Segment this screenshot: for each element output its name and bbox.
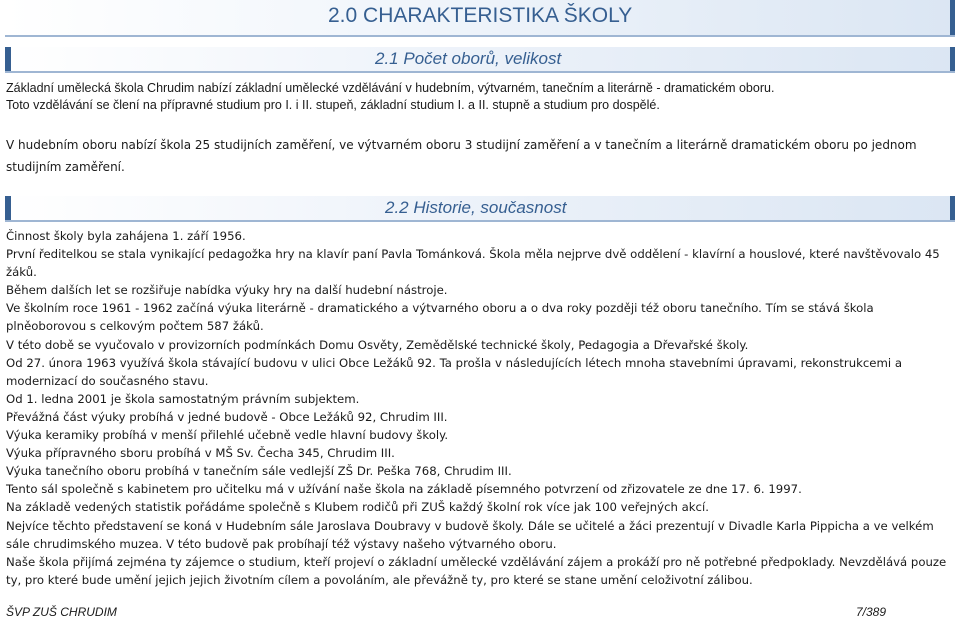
history-paragraph-2: První ředitelkou se stala vynikající pedagožka hry na klavír paní Pavla Tománková. Škola měla nejprve dvě oddělení - klavírní a houslové, které navštěvovalo 45 žáků. (6, 247, 940, 280)
section2-body (6, 227, 954, 589)
history-paragraph-6: Od 27. února 1963 využívá škola stávající budovu v ulici Obce Ležáků 92. Ta prošla v následujících létech mnoha stavebními úpravami, rekonstrukcemi a modernizací do současného stavu. (6, 355, 902, 388)
section2-accent-right (950, 196, 955, 220)
history-paragraph-11: Výuka tanečního oboru probíhá v tanečním sále vedlejší ZŠ Dr. Peška 768, Chrudim III. (6, 464, 512, 479)
footer-page-number: 7/389 (855, 605, 886, 619)
section1-title: 2.1 Počet oborů, velikost (375, 49, 562, 68)
page-title: 2.0 CHARAKTERISTIKA ŠKOLY (328, 4, 633, 27)
history-paragraph-5: V této době se vyučovalo v provizorních podmínkách Domu Osvěty, Zemědělské technické školy, Pedagogia a Dřevařské školy. (6, 337, 749, 352)
intro-line-1: Základní umělecká škola Chrudim nabízí základní umělecké vzdělávání v hudebním, výtvarném, tanečním a literárně - dramatickém oboru. (6, 81, 775, 95)
history-paragraph-13: Na základě vedených statistik pořádáme společně s Klubem rodičů při ZUŠ každý školní rok více jak 100 veřejných akcí. (6, 500, 709, 515)
heading1-accent (950, 0, 955, 35)
section1-accent-left (5, 47, 11, 71)
history-paragraph-3: Během dalších let se rozšiřuje nabídka výuky hry na další hudební nástroje. (6, 283, 448, 298)
section2-accent-left (5, 196, 11, 220)
history-paragraph-14: Nejvíce těchto představení se koná v Hudebním sále Jaroslava Doubravy v budově školy. Dále se učitelé a žáci prezentují v Divadle Karla Pippicha a ve velkém sále chrudimského muzea. V této budově pak probíhají též výstavy našeho výtvarného oboru. (6, 518, 934, 551)
history-paragraph-12: Tento sál společně s kabinetem pro učitelku má v užívání naše škola na základě písemného potvrzení od zřizovatele ze dne 17. 6. 1997. (6, 482, 802, 497)
intro-line-2: Toto vzdělávání se člení na přípravné studium pro I. i II. stupeň, základní studium I. a II. stupně a studium pro dospělé. (6, 98, 660, 112)
history-paragraph-8: Převážná část výuky probíhá v jedné budově - Obce Ležáků 92, Chrudim III. (6, 409, 448, 424)
history-paragraph-7: Od 1. ledna 2001 je škola samostatným právním subjektem. (6, 391, 360, 406)
history-paragraph-4: Ve školním roce 1961 - 1962 začíná výuka literárně - dramatického a výtvarného oboru a o dva roky později též oboru tanečního. Tím se stává škola plněoborovou s celkovým počtem 587 žáků. (6, 301, 874, 334)
section2-title: 2.2 Historie, současnost (385, 198, 567, 217)
history-paragraph-9: Výuka keramiky probíhá v menší přilehlé učebně vedle hlavní budovy školy. (6, 428, 449, 443)
footer-document-name: ŠVP ZUŠ CHRUDIM (6, 605, 117, 619)
section1-paragraph: V hudebním oboru nabízí škola 25 studijních zaměření, ve výtvarném oboru 3 studijní zaměření a v tanečním a literárně dramatickém oboru po jednom studijním zaměření. (6, 138, 917, 174)
section1-accent-right (950, 47, 955, 71)
history-paragraph-15: Naše škola přijímá zejména ty zájemce o studium, kteří projeví o základní umělecké vzdělávání zájem a prokáží pro ně potřebné předpoklady. Nevzdělává pouze ty, pro které bude umění jejich jejich životním cílem a povoláním, ale převážně ty, pro které se stane umění celoživotní zálibou. (6, 554, 947, 587)
history-paragraph-10: Výuka přípravného sboru probíhá v MŠ Sv. Čecha 345, Chrudim III. (6, 446, 395, 461)
history-paragraph-1: Činnost školy byla zahájena 1. září 1956. (6, 229, 246, 243)
